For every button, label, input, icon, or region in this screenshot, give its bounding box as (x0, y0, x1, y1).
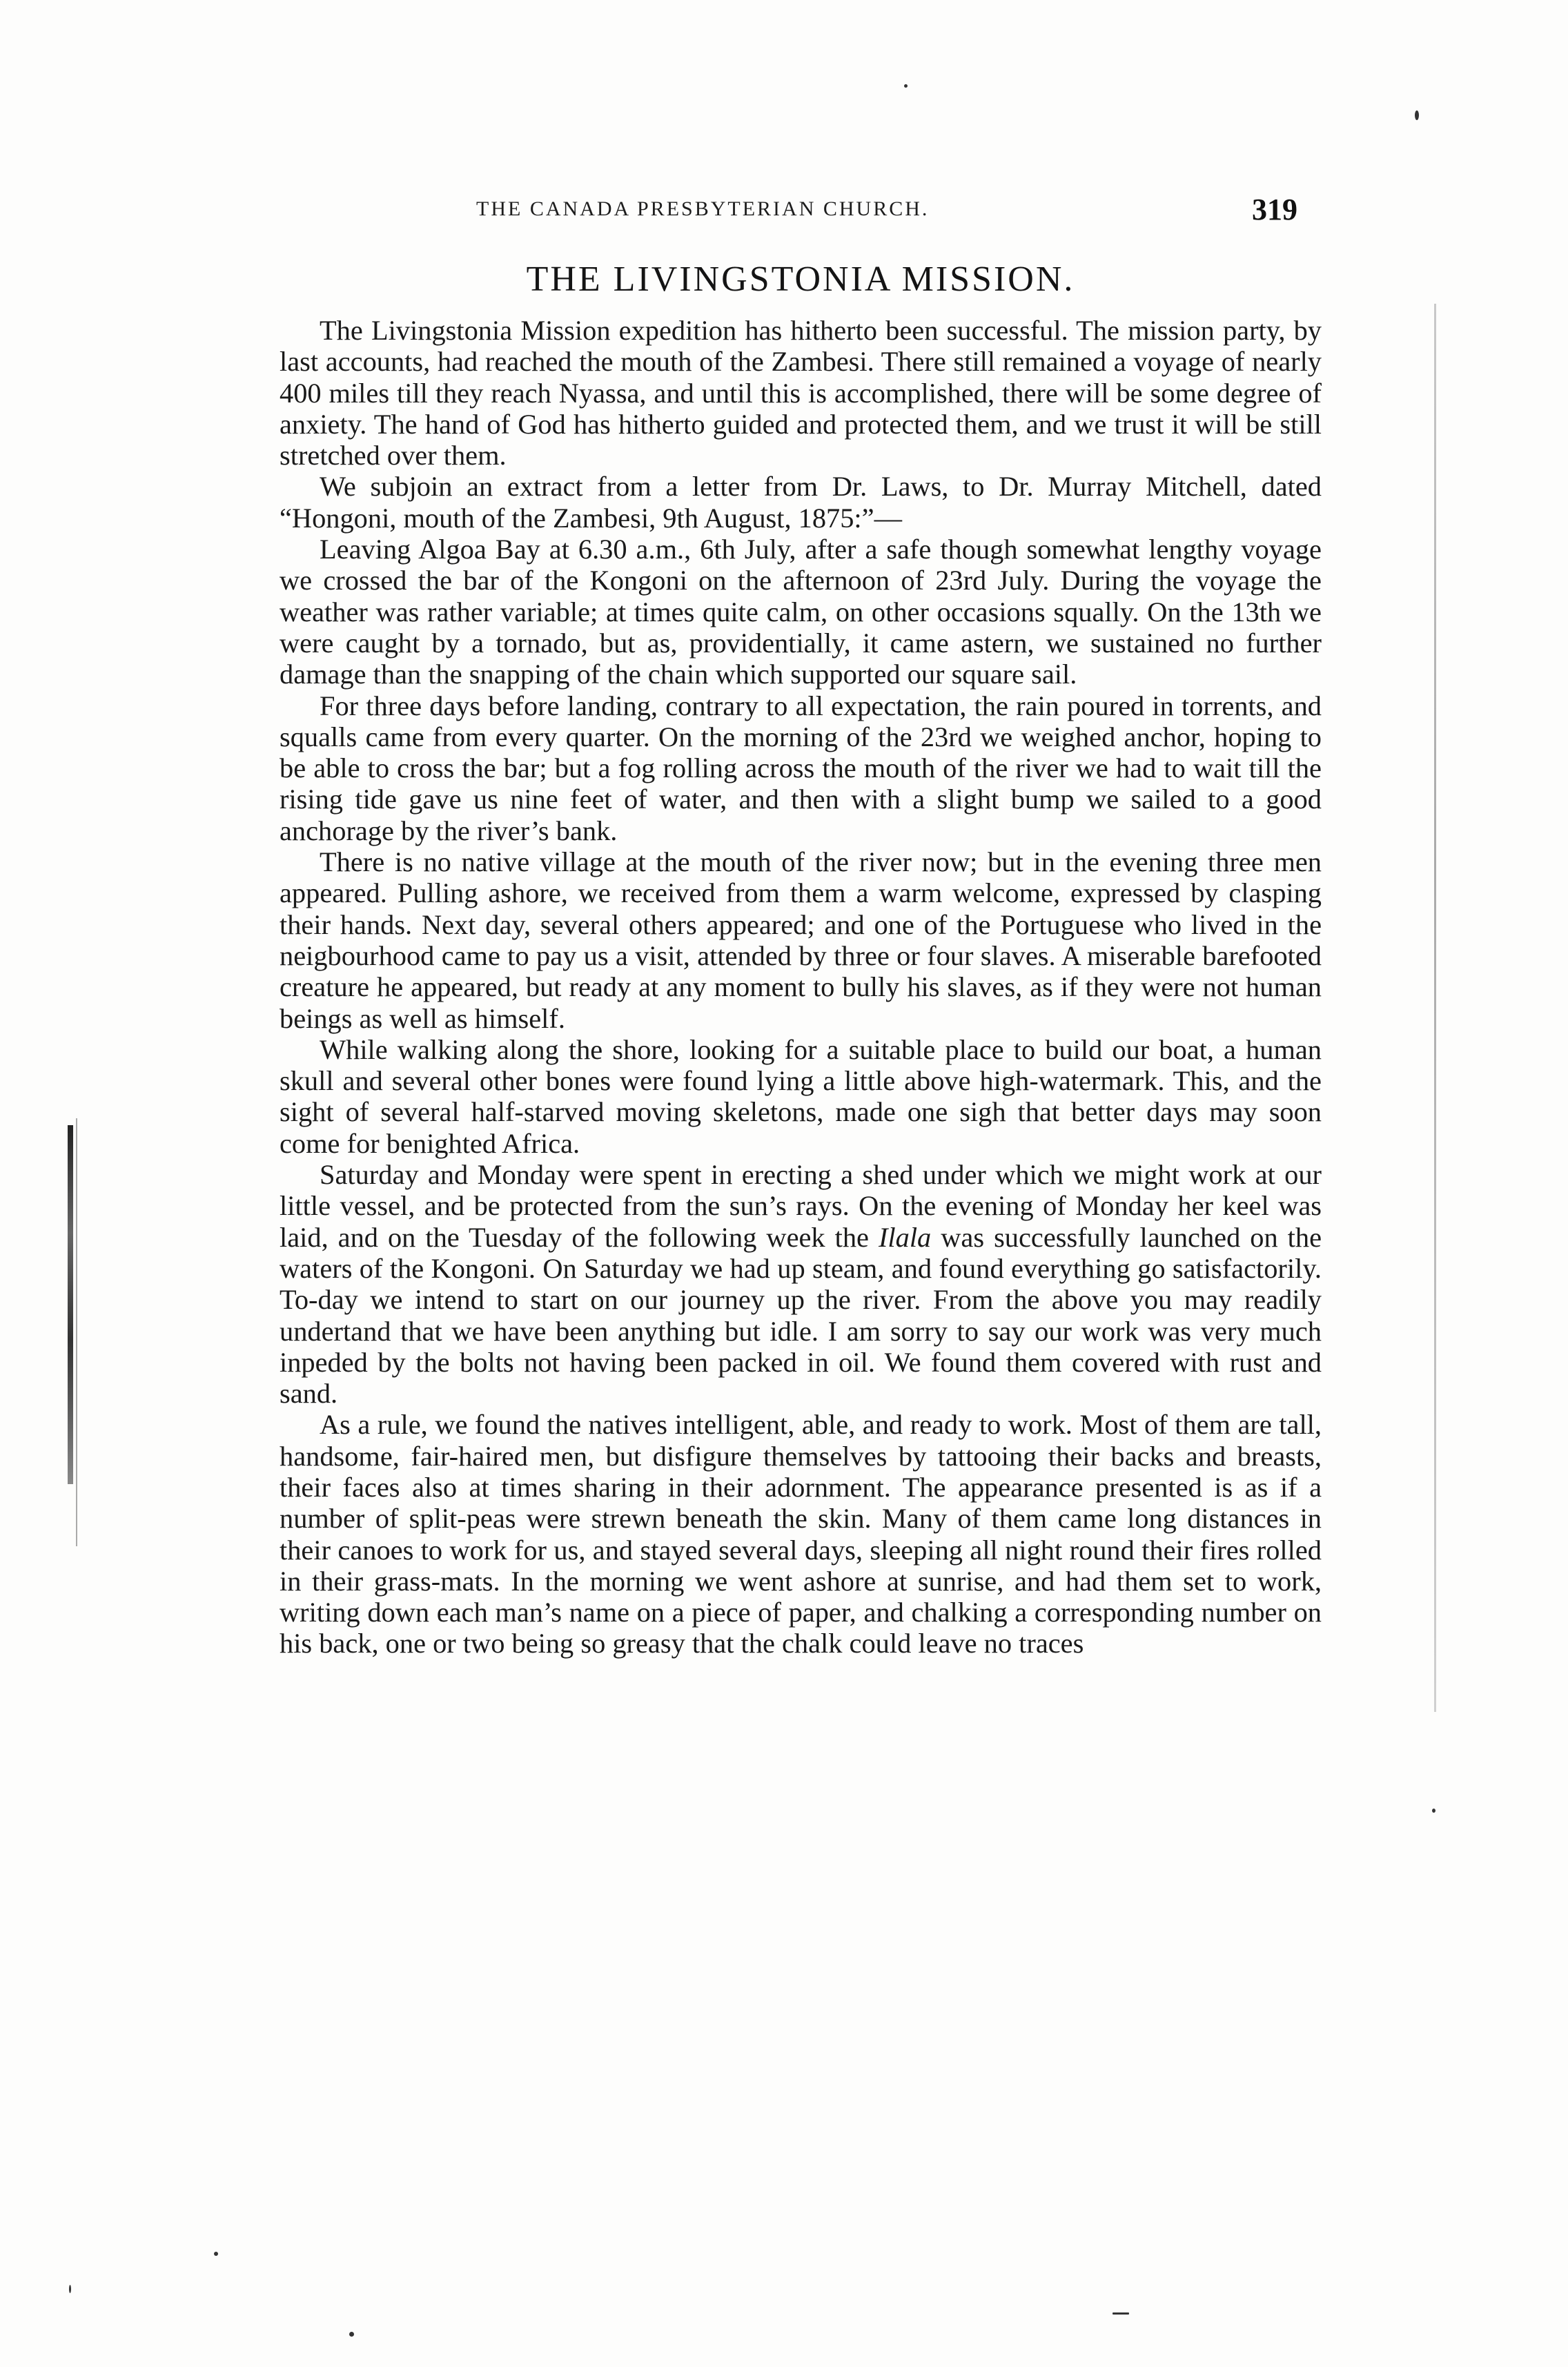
scan-margin-line-left (76, 1118, 77, 1546)
paragraph: For three days before landing, contrary to all expectation, the rain poured in torrents, and squalls came from every quarter. On the morning of the 23rd we weighed anchor, hoping to be able to cross the bar; but a fog rolling across the mouth of the river we had to wait till the rising tide gave us nine feet of water, and then with a slight bump we sailed to a good anchorage by the river’s bank. (280, 690, 1322, 846)
running-head (414, 192, 1297, 226)
scan-speck (349, 2332, 354, 2337)
paragraph: Leaving Algoa Bay at 6.30 a.m., 6th July, after a safe though somewhat lengthy voyage we crossed the bar of the Kongoni on the afternoon of 23rd July. During the voyage the weather was rather variable; at times quite calm, on other occasions squally. On the 13th we were caught by a tornado, but as, providentially, it came astern, we sustained no further damage than the snapping of the chain which supported our square sail. (280, 534, 1322, 690)
scan-speck (69, 2285, 71, 2293)
running-title: THE CANADA PRESBYTERIAN CHURCH. (476, 197, 930, 220)
paragraph-text: Saturday and Monday were spent in erecting a shed under which we might work at our little vessel, and be protected from the sun’s rays. On the evening of Monday her keel was laid, and on the Tuesday of the following week the (280, 1159, 1322, 1253)
scan-speck (214, 2252, 218, 2256)
ship-name: Ilala (878, 1221, 932, 1253)
paragraph: There is no native village at the mouth of the river now; but in the evening three men appeared. Pulling ashore, we received from them a warm welcome, expressed by clasping their hands. Next day, several others appeared; and one of the Portuguese who lived in the neigbourhood came to pay us a visit, attended by three or four slaves. A miserable barefooted creature he appeared, but ready at any moment to bully his slaves, as if they were not human beings as well as himself. (280, 846, 1322, 1034)
article-title: THE LIVINGSTONIA MISSION. (526, 260, 1075, 299)
paragraph (280, 1159, 1322, 1409)
article (280, 259, 1322, 1659)
paragraph-text: was successfully launched on the waters of the Kongoni. On Saturday we had up steam, and found everything go satisfactorily. To-day we intend to start on our journey up the river. From the above you may readily undertand that we have been anything but idle. I am sorry to say our work was very much inpeded by the bolts not having been packed in oil. We found them covered with rust and sand. (280, 1221, 1322, 1410)
paragraph: While walking along the shore, looking for a suitable place to build our boat, a human skull and several other bones were found lying a little above high-watermark. This, and the sight of several half-starved moving skeletons, made one sigh that better days may soon come for benighted Africa. (280, 1033, 1322, 1159)
paragraph: As a rule, we found the natives intelligent, able, and ready to work. Most of them are tall, handsome, fair-haired men, but disfigure themselves by tattooing their backs and breasts, their faces also at times sharing in their adornment. The appearance presented is as if a number of split-peas were strewn beneath the skin. Many of them came long distances in their canoes to work for us, and stayed several days, sleeping all night round their fires rolled in their grass-mats. In the morning we went ashore at sunrise, and had them set to work, writing down each man’s name on a piece of paper, and chalking a corresponding number on his back, one or two being so greasy that the chalk could leave no traces (280, 1409, 1322, 1659)
scan-speck (904, 84, 908, 88)
scan-margin-shadow-left (68, 1125, 73, 1484)
scan-speck (1432, 1809, 1435, 1813)
paragraph: The Livingstonia Mission expedition has hitherto been successful. The mission party, by last accounts, had reached the mouth of the Zambesi. There still remained a voyage of nearly 400 miles till they reach Nyassa, and until this is accomplished, there will be some degree of anxiety. The hand of God has hitherto guided and protected them, and we trust it will be still stretched over them. (280, 315, 1322, 471)
scan-speck (1113, 2312, 1129, 2315)
scan-margin-shadow-right (1434, 304, 1436, 1712)
scan-speck (1415, 110, 1419, 120)
paragraph: We subjoin an extract from a letter from Dr. Laws, to Dr. Murray Mitchell, dated “Hongoni, mouth of the Zambesi, 9th August, 1875:”— (280, 471, 1322, 534)
page-number: 319 (1252, 193, 1297, 226)
